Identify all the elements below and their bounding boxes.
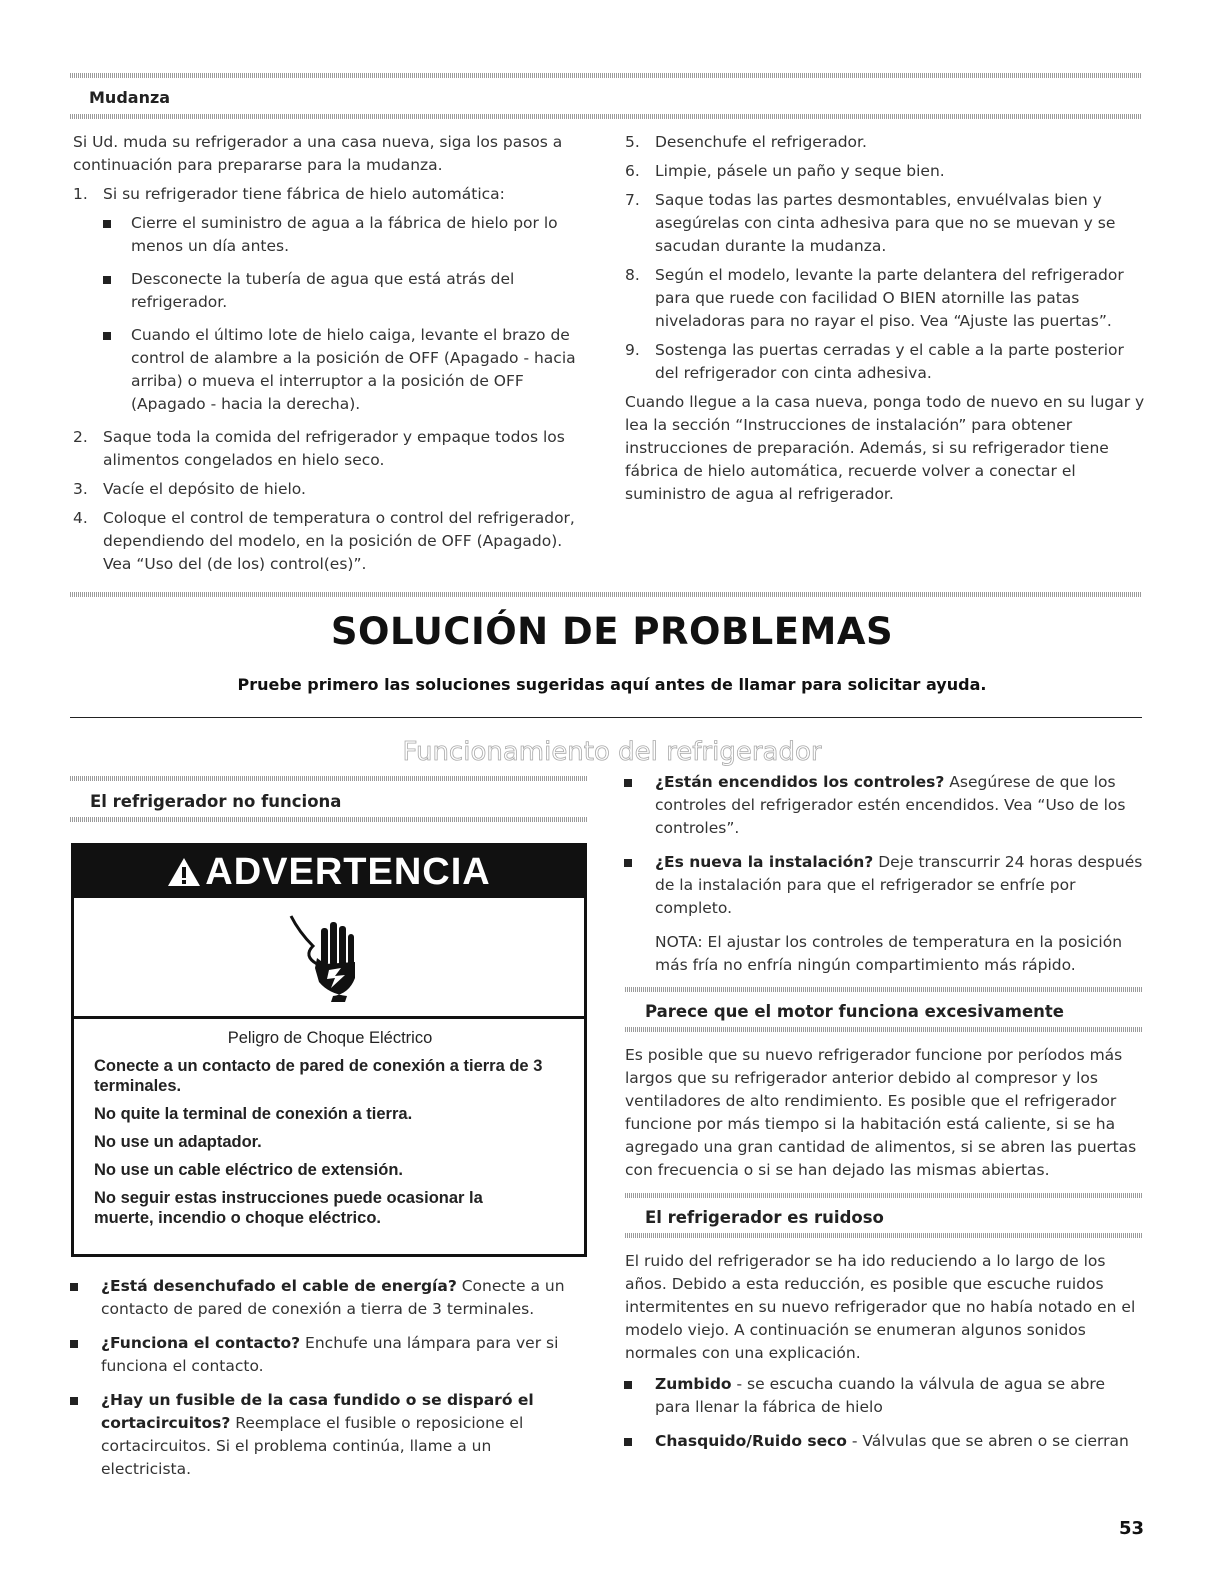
moving-left-column (73, 131, 593, 582)
warning-text (74, 1019, 584, 1228)
rule (625, 987, 1143, 992)
shock-icon (74, 898, 584, 1016)
step-text: Coloque el control de temperatura o control del refrigerador, dependiendo del modelo, en la posición de OFF (Apagado). Vea “Uso del (de los) control(es)”. (103, 509, 575, 573)
motor-heading: Parece que el motor funciona excesivamente (645, 1002, 1064, 1021)
list-item (619, 1373, 1145, 1419)
moving-bullet: Cierre el suministro de agua a la fábrica de hielo por lo menos un día antes. (73, 212, 593, 258)
warning-line: Conecte a un contacto de pared de conexión a tierra de 3 terminales. (94, 1057, 543, 1095)
page-number: 53 (1118, 1518, 1144, 1539)
warning-line: No use un cable eléctrico de extensión. (94, 1161, 404, 1179)
step-text: Saque toda la comida del refrigerador y empaque todos los alimentos congelados en hielo seco. (103, 428, 565, 469)
motor-text: Es posible que su nuevo refrigerador funcione por períodos más largos que su refrigerador anterior debido al compresor y los ventiladores de alto rendimiento. Es posible que el refrigerador funcione por más tiempo si la habitación está caliente, si se ha agregado una gran cantidad de alimentos, si se abren las puertas con frecuencia o si se han dejado las mismas abiertas. (625, 1046, 1137, 1179)
step-text: Sostenga las puertas cerradas y el cable a la parte posterior del refrigerador con cinta adhesiva. (655, 341, 1124, 382)
warning-line: No quite la terminal de conexión a tierra. (94, 1105, 413, 1123)
noisy-section (625, 1250, 1145, 1464)
moving-step: 4. Coloque el control de temperatura o control del refrigerador, dependiendo del modelo, en la posición de OFF (Apagado). Vea “Uso del (de los) control(es)”. (73, 509, 575, 573)
rule (70, 776, 588, 781)
moving-step: 5. Desenchufe el refrigerador. (625, 133, 867, 151)
item-question: ¿Está desenchufado el cable de energía? (101, 1277, 457, 1295)
step-text: Según el modelo, levante la parte delantera del refrigerador para que ruede con facilidad O BIEN atornille las patas niveladoras para no rayar el piso. Vea “Ajuste las puertas”. (655, 266, 1124, 330)
moving-intro: Si Ud. muda su refrigerador a una casa nueva, siga los pasos a continuación para prepararse para la mudanza. (73, 133, 563, 174)
warning-banner (74, 846, 584, 898)
item-answer: Asegúrese de que los controles del refrigerador estén encendidos. Vea “Uso de los controles”. (655, 773, 1126, 837)
item-answer: Deje transcurrir 24 horas después de la instalación para que el refrigerador se enfríe por completo. (655, 853, 1143, 917)
step-text: Vacíe el depósito de hielo. (103, 480, 306, 498)
not-working-left-items (65, 1275, 565, 1492)
item-term: Zumbido (655, 1375, 732, 1393)
moving-step: 8. Según el modelo, levante la parte delantera del refrigerador para que ruede con facilidad O BIEN atornille las patas niveladoras para no rayar el piso. Vea “Ajuste las puertas”. (625, 266, 1124, 330)
moving-closing: Cuando llegue a la casa nueva, ponga todo de nuevo en su lugar y lea la sección “Instrucciones de instalación” para obtener instrucciones de preparación. Además, si su refrigerador tiene fábrica de hielo automática, recuerde volver a conectar el suministro de agua al refrigerador. (625, 393, 1145, 503)
moving-step: 6. Limpie, pásele un paño y seque bien. (625, 162, 945, 180)
moving-step: 9. Sostenga las puertas cerradas y el cable a la parte posterior del refrigerador con cinta adhesiva. (625, 341, 1124, 382)
item-answer: Conecte a un contacto de pared de conexión a tierra de 3 terminales. (101, 1277, 565, 1318)
page-title: SOLUCIÓN DE PROBLEMAS (330, 610, 894, 653)
item-question: ¿Funciona el contacto? (101, 1334, 301, 1352)
page-subtitle: Pruebe primero las soluciones sugeridas aquí antes de llamar para solicitar ayuda. (237, 675, 987, 694)
step-text: Si su refrigerador tiene fábrica de hielo automática: (103, 185, 505, 203)
list-item (619, 1430, 1145, 1453)
section-title: Funcionamiento del refrigerador (402, 737, 822, 767)
item-answer: Reemplace el fusible o reposicione el cortacircuitos. Si el problema continúa, llame a un electricista. (101, 1414, 524, 1478)
noisy-text: El ruido del refrigerador se ha ido reduciendo a lo largo de los años. Debido a esta reducción, es posible que escuche ruidos intermitentes en su nuevo refrigerador que no había notado en el modelo viejo. A continuación se enumeran algunos sonidos normales con una explicación. (625, 1252, 1136, 1362)
moving-step: 7. Saque todas las partes desmontables, envuélvalas bien y asegúrelas con cinta adhesiva para que no se muevan y se sacudan durante la mudanza. (625, 191, 1116, 255)
moving-bullet: Cuando el último lote de hielo caiga, levante el brazo de control de alambre a la posición de OFF (Apagado - hacia arriba) o mueva el interruptor a la posición de OFF (Apagado - hacia la derecha). (73, 324, 593, 416)
note: NOTA: El ajustar los controles de temperatura en la posición más fría no enfría ningún compartimiento más rápido. (655, 933, 1123, 974)
moving-heading: Mudanza (89, 88, 171, 107)
rule (70, 114, 1142, 119)
warning-banner-text: ADVERTENCIA (205, 850, 491, 893)
warning-box (71, 843, 587, 1257)
rule (625, 1027, 1143, 1032)
step-text: Limpie, pásele un paño y seque bien. (655, 162, 945, 180)
list-item (65, 1332, 565, 1378)
step-text: Saque todas las partes desmontables, envuélvalas bien y asegúrelas con cinta adhesiva para que no se muevan y se sacudan durante la mudanza. (655, 191, 1116, 255)
warning-hazard: Peligro de Choque Eléctrico (227, 1029, 433, 1047)
list-item (619, 771, 1144, 840)
moving-step: 2. Saque toda la comida del refrigerador y empaque todos los alimentos congelados en hielo seco. (73, 428, 565, 469)
item-answer: Enchufe una lámpara para ver si funciona el contacto. (101, 1334, 559, 1375)
item-term: Chasquido/Ruido seco (655, 1432, 847, 1450)
moving-right-column (625, 131, 1145, 506)
moving-bullet: Desconecte la tubería de agua que está atrás del refrigerador. (73, 268, 593, 314)
list-item (619, 851, 1144, 920)
noisy-heading: El refrigerador es ruidoso (645, 1208, 884, 1227)
divider (70, 717, 1142, 718)
item-desc: - Válvulas que se abren o se cierran (846, 1432, 1129, 1450)
warning-triangle-icon (167, 857, 201, 887)
step-text: Desenchufe el refrigerador. (655, 133, 867, 151)
rule (625, 1193, 1143, 1198)
item-question: ¿Es nueva la instalación? (655, 853, 874, 871)
rule (70, 73, 1142, 78)
list-item (65, 1275, 565, 1321)
rule (70, 592, 1142, 597)
item-desc: - se escucha cuando la válvula de agua se abre para llenar la fábrica de hielo (655, 1375, 1105, 1416)
rule (625, 1233, 1143, 1238)
list-item (65, 1389, 565, 1481)
not-working-right-items (619, 771, 1144, 977)
warning-line: No use un adaptador. (94, 1133, 262, 1151)
item-question: ¿Hay un fusible de la casa fundido o se disparó el cortacircuitos? (101, 1391, 534, 1432)
moving-step: 1. Si su refrigerador tiene fábrica de hielo automática: (73, 185, 505, 203)
moving-step: 3. Vacíe el depósito de hielo. (73, 480, 306, 498)
warning-line: No seguir estas instrucciones puede ocasionar la muerte, incendio o choque eléctrico. (94, 1189, 483, 1227)
not-working-heading: El refrigerador no funciona (90, 792, 342, 811)
rule (70, 817, 588, 822)
item-question: ¿Están encendidos los controles? (655, 773, 945, 791)
